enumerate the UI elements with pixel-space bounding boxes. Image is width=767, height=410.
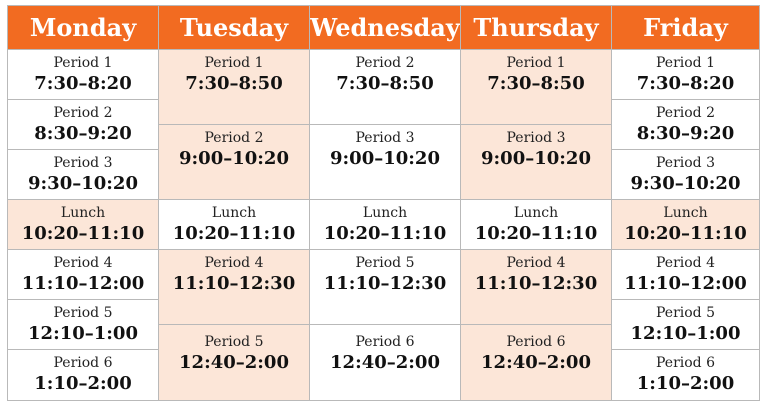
period-time: 1:10–2:00 — [34, 373, 132, 394]
monday-lunch — [8, 199, 158, 249]
friday-period-5 — [612, 299, 759, 349]
friday-header: Friday — [612, 6, 759, 49]
period-label: Period 4 — [656, 255, 715, 271]
period-time: 11:10–12:30 — [474, 273, 598, 294]
period-label: Period 1 — [204, 55, 264, 71]
period-time: 7:30–8:20 — [34, 73, 132, 94]
period-label: Period 4 — [53, 255, 113, 271]
tuesday-period-1 — [159, 49, 309, 124]
period-label: Period 5 — [656, 305, 715, 321]
period-time: 7:30–8:50 — [336, 73, 434, 94]
period-label: Period 3 — [506, 130, 566, 146]
wednesday-header: Wednesday — [310, 6, 460, 49]
period-time: 10:20–11:10 — [172, 223, 296, 244]
period-time: 12:40–2:00 — [481, 352, 591, 373]
thursday-period-6 — [461, 324, 611, 400]
column-divider — [309, 6, 310, 400]
period-time: 10:20–11:10 — [21, 223, 145, 244]
period-time: 9:30–10:20 — [630, 173, 741, 194]
period-time: 11:10–12:00 — [624, 273, 747, 294]
period-label: Period 1 — [506, 55, 566, 71]
friday-period-6 — [612, 349, 759, 400]
wednesday-lunch — [310, 199, 460, 249]
period-label: Period 2 — [53, 105, 113, 121]
tuesday-period-4 — [159, 249, 309, 324]
period-label: Period 3 — [355, 130, 415, 146]
period-time: 1:10–2:00 — [636, 373, 735, 394]
period-label: Period 5 — [53, 305, 113, 321]
friday-period-4 — [612, 249, 759, 299]
monday-period-5 — [8, 299, 158, 349]
period-label: Period 6 — [506, 334, 566, 350]
tuesday-lunch — [159, 199, 309, 249]
period-time: 9:30–10:20 — [28, 173, 138, 194]
wednesday-column — [310, 6, 460, 400]
period-label: Lunch — [513, 205, 559, 221]
period-label: Period 5 — [355, 255, 415, 271]
period-time: 7:30–8:50 — [185, 73, 283, 94]
period-time: 9:00–10:20 — [481, 148, 591, 169]
period-label: Period 4 — [506, 255, 566, 271]
period-time: 12:10–1:00 — [630, 323, 741, 344]
period-time: 10:20–11:10 — [323, 223, 447, 244]
friday-period-1 — [612, 49, 759, 99]
period-time: 11:10–12:00 — [21, 273, 145, 294]
period-time: 12:40–2:00 — [330, 352, 440, 373]
thursday-period-3 — [461, 124, 611, 199]
period-label: Period 2 — [656, 105, 715, 121]
wednesday-period-2 — [310, 49, 460, 124]
period-time: 8:30–9:20 — [636, 123, 735, 144]
period-label: Period 1 — [53, 55, 113, 71]
friday-period-2 — [612, 99, 759, 149]
period-time: 9:00–10:20 — [179, 148, 289, 169]
period-time: 7:30–8:20 — [636, 73, 735, 94]
period-label: Lunch — [60, 205, 106, 221]
monday-column — [8, 6, 158, 400]
period-label: Period 6 — [656, 355, 715, 371]
tuesday-column — [159, 6, 309, 400]
period-time: 12:10–1:00 — [28, 323, 138, 344]
monday-period-3 — [8, 149, 158, 199]
period-label: Period 2 — [204, 130, 264, 146]
period-time: 12:40–2:00 — [179, 352, 289, 373]
tuesday-period-5 — [159, 324, 309, 400]
period-time: 11:10–12:30 — [323, 273, 447, 294]
thursday-header: Thursday — [461, 6, 611, 49]
period-label: Period 6 — [53, 355, 113, 371]
thursday-column — [461, 6, 611, 400]
column-divider — [611, 6, 612, 400]
friday-column — [612, 6, 759, 400]
period-label: Period 3 — [53, 155, 113, 171]
period-label: Period 1 — [656, 55, 715, 71]
period-time: 10:20–11:10 — [624, 223, 747, 244]
period-time: 10:20–11:10 — [474, 223, 598, 244]
period-time: 9:00–10:20 — [330, 148, 440, 169]
period-label: Period 2 — [355, 55, 415, 71]
tuesday-period-2 — [159, 124, 309, 199]
column-divider — [158, 6, 159, 400]
thursday-period-1 — [461, 49, 611, 124]
wednesday-period-5 — [310, 249, 460, 324]
monday-period-1 — [8, 49, 158, 99]
thursday-lunch — [461, 199, 611, 249]
period-label: Period 3 — [656, 155, 715, 171]
friday-period-3 — [612, 149, 759, 199]
tuesday-header: Tuesday — [159, 6, 309, 49]
period-label: Lunch — [362, 205, 408, 221]
thursday-period-4 — [461, 249, 611, 324]
period-time: 7:30–8:50 — [487, 73, 585, 94]
period-time: 11:10–12:30 — [172, 273, 296, 294]
schedule-table — [7, 5, 760, 401]
period-label: Period 6 — [355, 334, 415, 350]
monday-period-6 — [8, 349, 158, 400]
period-label: Lunch — [663, 205, 708, 221]
column-divider — [460, 6, 461, 400]
monday-header: Monday — [8, 6, 158, 49]
wednesday-period-3 — [310, 124, 460, 199]
period-label: Lunch — [211, 205, 257, 221]
monday-period-4 — [8, 249, 158, 299]
monday-period-2 — [8, 99, 158, 149]
friday-lunch — [612, 199, 759, 249]
period-label: Period 4 — [204, 255, 264, 271]
period-time: 8:30–9:20 — [34, 123, 132, 144]
wednesday-period-6 — [310, 324, 460, 400]
period-label: Period 5 — [204, 334, 264, 350]
